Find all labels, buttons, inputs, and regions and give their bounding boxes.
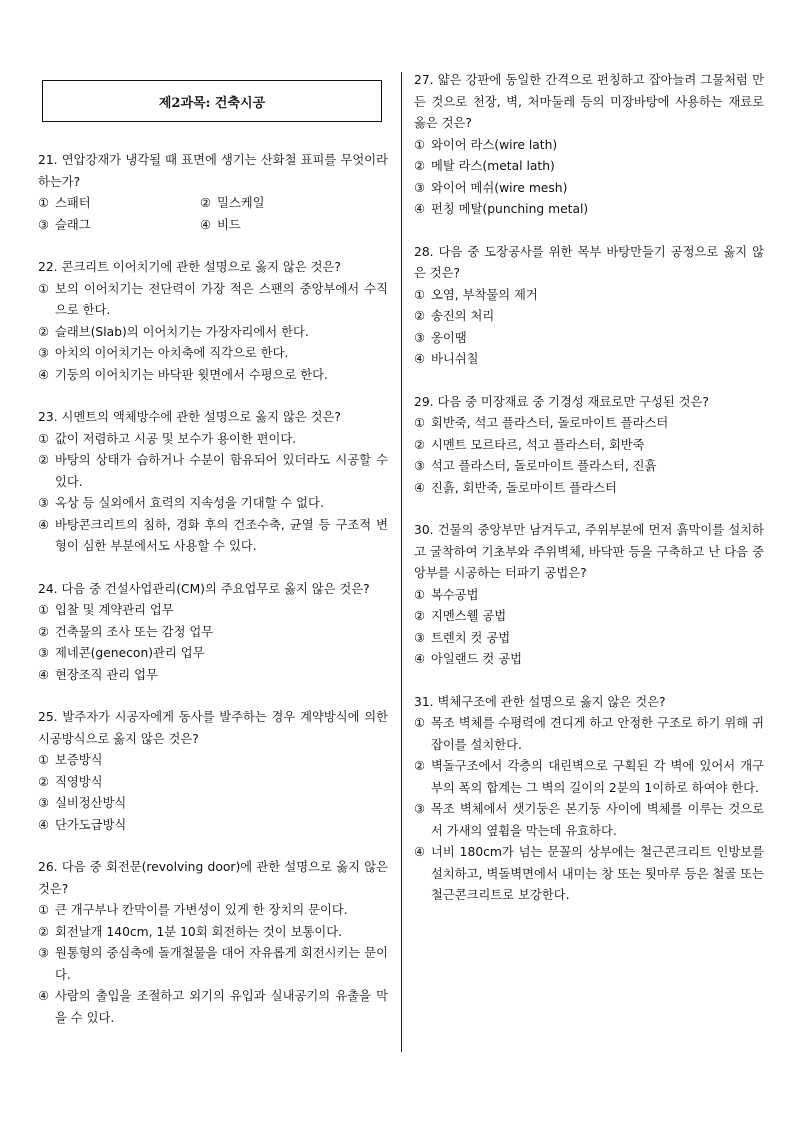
option-3[interactable] — [38, 643, 388, 665]
option-number: ① — [38, 903, 50, 917]
question-25 — [38, 707, 388, 836]
option-text: 스패터 — [55, 196, 91, 210]
option-text: 사람의 출입을 조절하고 외기의 유입과 실내공기의 유출을 막을 수 있다. — [55, 989, 388, 1025]
question-21 — [38, 150, 388, 236]
option-number: ① — [38, 281, 50, 296]
option-number: ① — [38, 431, 50, 446]
option-1[interactable] — [38, 279, 388, 322]
option-3[interactable] — [414, 628, 764, 650]
option-text: 슬래그 — [55, 217, 91, 232]
option-number: ② — [38, 924, 50, 939]
option-2[interactable] — [38, 772, 388, 794]
option-1[interactable] — [38, 429, 388, 451]
option-number: ② — [414, 437, 426, 452]
option-2[interactable] — [38, 622, 388, 644]
option-text: 지멘스웰 공법 — [431, 609, 507, 623]
option-4[interactable] — [414, 842, 764, 907]
option-4[interactable] — [414, 649, 764, 671]
option-number: ① — [414, 416, 426, 430]
option-2[interactable] — [414, 756, 764, 799]
option-4[interactable] — [414, 349, 764, 371]
option-text: 밀스케일 — [217, 196, 265, 210]
question-26 — [38, 857, 388, 1029]
option-3[interactable] — [414, 799, 764, 842]
question-stem: 29. 다음 중 미장재료 중 기경성 재료로만 구성된 것은? — [414, 394, 709, 409]
option-3[interactable] — [38, 215, 200, 237]
option-text: 트렌치 컷 공법 — [431, 630, 511, 645]
column-divider — [401, 72, 402, 1052]
option-number: ③ — [414, 459, 426, 473]
option-number: ④ — [414, 652, 426, 666]
option-2[interactable] — [38, 450, 388, 493]
option-text: 메탈 라스(metal lath) — [431, 159, 555, 173]
option-text: 목조 벽체에서 샛기둥은 본기둥 사이에 벽체를 이루는 것으로서 가새의 옆휨을 막는데 유효하다. — [431, 802, 764, 838]
question-29 — [414, 392, 764, 500]
option-1[interactable] — [414, 585, 764, 607]
question-22 — [38, 257, 388, 386]
option-text: 원통형의 중심축에 돌개철물을 대어 자유롭게 회전시키는 문이다. — [55, 946, 388, 982]
option-3[interactable] — [38, 343, 388, 365]
option-1[interactable] — [414, 285, 764, 307]
option-text: 와이어 라스(wire lath) — [431, 137, 558, 152]
option-1[interactable] — [38, 600, 388, 622]
option-text: 제네콘(genecon)관리 업무 — [55, 646, 205, 660]
left-column — [38, 150, 388, 1050]
question-stem: 26. 다음 중 회전문(revolving door)에 관한 설명으로 옳지 않은 것은? — [38, 860, 388, 896]
option-text: 아치의 이어치기는 아치축에 직각으로 한다. — [55, 346, 289, 360]
option-text: 현장조직 관리 업무 — [55, 667, 158, 682]
option-text: 회전날개 140cm, 1분 10회 회전하는 것이 보통이다. — [55, 924, 343, 939]
option-text: 바탕의 상태가 습하거나 수분이 함유되어 있더라도 시공할 수 있다. — [55, 453, 388, 489]
option-number: ② — [200, 196, 212, 210]
option-text: 값이 저렴하고 시공 및 보수가 용이한 편이다. — [55, 431, 297, 446]
option-number: ① — [38, 603, 50, 617]
option-number: ④ — [38, 989, 50, 1003]
option-3[interactable] — [414, 178, 764, 200]
option-number: ③ — [38, 496, 50, 510]
option-text: 기둥의 이어치기는 바닥판 윗면에서 수평으로 한다. — [55, 367, 328, 382]
option-number: ④ — [38, 667, 50, 682]
right-column — [414, 70, 764, 928]
option-4[interactable] — [38, 815, 388, 837]
option-number: ① — [414, 137, 426, 152]
option-text: 펀칭 메탈(punching metal) — [431, 202, 589, 216]
option-text: 큰 개구부나 칸막이를 가변성이 있게 한 장치의 문이다. — [55, 903, 348, 917]
option-text: 진흙, 회반죽, 돌로마이트 플라스터 — [431, 480, 617, 495]
question-31 — [414, 692, 764, 907]
question-stem: 22. 콘크리트 이어치기에 관한 설명으로 옳지 않은 것은? — [38, 260, 341, 274]
option-number: ① — [414, 587, 426, 602]
option-2[interactable] — [414, 606, 764, 628]
option-1[interactable] — [38, 900, 388, 922]
option-number: ② — [414, 159, 426, 173]
option-number: ④ — [414, 352, 426, 366]
option-text: 보의 이어치기는 전단력이 가장 적은 스팬의 중앙부에서 수직으로 한다. — [55, 281, 388, 317]
option-1[interactable] — [414, 713, 764, 756]
option-text: 석고 플라스터, 돌로마이트 플라스터, 진흙 — [431, 459, 657, 473]
question-stem: 31. 벽체구조에 관한 설명으로 옳지 않은 것은? — [414, 694, 666, 709]
option-4[interactable] — [414, 199, 764, 221]
option-number: ② — [414, 309, 426, 323]
option-text: 슬래브(Slab)의 이어치기는 가장자리에서 한다. — [55, 324, 309, 339]
option-1[interactable] — [414, 413, 764, 435]
question-stem: 25. 발주자가 시공자에게 동사를 발주하는 경우 계약방식에 의한 시공방식으로 옳지 않은 것은? — [38, 710, 388, 746]
option-text: 와이어 메쉬(wire mesh) — [431, 180, 568, 195]
option-number: ④ — [38, 367, 50, 382]
option-number: ① — [414, 716, 426, 730]
option-3[interactable] — [38, 793, 388, 815]
question-stem: 24. 다음 중 건설사업관리(CM)의 주요업무로 옳지 않은 것은? — [38, 581, 370, 596]
option-text: 오염, 부착물의 제거 — [431, 287, 538, 302]
option-text: 건축물의 조사 또는 감정 업무 — [55, 624, 214, 639]
option-number: ③ — [414, 330, 426, 345]
question-27 — [414, 70, 764, 221]
option-text: 입찰 및 계약관리 업무 — [55, 603, 174, 617]
option-number: ③ — [38, 217, 50, 232]
option-4[interactable] — [200, 215, 362, 237]
option-number: ④ — [38, 817, 50, 832]
option-text: 벽돌구조에서 각층의 대린벽으로 구획된 각 벽에 있어서 개구부의 폭의 합계는 그 벽의 길이의 2분의 1이하로 하여야 한다. — [431, 759, 764, 795]
question-28 — [414, 242, 764, 371]
question-24 — [38, 579, 388, 687]
question-stem: 27. 얇은 강판에 동일한 간격으로 펀칭하고 잡아늘려 그물처럼 만든 것으로 천장, 벽, 처마둘레 등의 미장바탕에 사용하는 재료로 옳은 것은? — [414, 73, 764, 130]
option-number: ① — [414, 287, 426, 302]
option-number: ③ — [414, 802, 426, 816]
option-number: ④ — [414, 202, 426, 216]
question-23 — [38, 407, 388, 558]
option-text: 실비정산방식 — [55, 796, 127, 810]
option-text: 옥상 등 실외에서 효력의 지속성을 기대할 수 없다. — [55, 496, 324, 510]
option-text: 보증방식 — [55, 753, 103, 767]
question-stem: 21. 연압강재가 냉각될 때 표면에 생기는 산화철 표피를 무엇이라 하는가? — [38, 153, 388, 189]
option-3[interactable] — [38, 943, 388, 986]
option-row — [38, 193, 388, 215]
option-4[interactable] — [38, 986, 388, 1029]
option-2[interactable] — [414, 435, 764, 457]
option-number: ② — [38, 624, 50, 639]
option-text: 옹이땜 — [431, 330, 467, 345]
option-number: ③ — [414, 630, 426, 645]
option-4[interactable] — [38, 365, 388, 387]
option-2[interactable] — [414, 306, 764, 328]
option-3[interactable] — [38, 493, 388, 515]
option-1[interactable] — [38, 193, 200, 215]
option-text: 목조 벽체를 수평력에 견디게 하고 안정한 구조로 하기 위해 귀잡이를 설치한다. — [431, 716, 764, 752]
question-stem: 23. 시멘트의 액체방수에 관한 설명으로 옳지 않은 것은? — [38, 410, 341, 424]
option-number: ③ — [38, 346, 50, 360]
option-text: 너비 180cm가 넘는 문꼴의 상부에는 철근콘크리트 인방보를 설치하고, 벽돌벽면에서 내미는 창 또는 툇마루 등은 철골 또는 철근콘크리트로 보강한다. — [431, 845, 764, 902]
option-number: ④ — [414, 845, 426, 859]
option-number: ④ — [200, 217, 212, 232]
option-3[interactable] — [414, 456, 764, 478]
option-text: 비드 — [217, 217, 241, 232]
option-text: 바니쉬칠 — [431, 352, 479, 366]
question-stem: 28. 다음 중 도장공사를 위한 목부 바탕만들기 공정으로 옳지 않은 것은? — [414, 244, 764, 280]
option-2[interactable] — [200, 193, 362, 215]
option-4[interactable] — [414, 478, 764, 500]
option-2[interactable] — [38, 322, 388, 344]
option-text: 바탕콘크리트의 침하, 경화 후의 건조수축, 균열 등 구조적 변형이 심한 부분에서도 사용할 수 있다. — [55, 517, 388, 553]
option-1[interactable] — [414, 135, 764, 157]
option-number: ② — [414, 609, 426, 623]
option-number: ② — [38, 453, 50, 467]
option-number: ③ — [414, 180, 426, 195]
option-text: 송진의 처리 — [431, 309, 495, 323]
question-30 — [414, 520, 764, 671]
option-row — [38, 215, 388, 237]
option-number: ④ — [38, 517, 50, 532]
option-text: 직영방식 — [55, 774, 103, 789]
option-4[interactable] — [38, 515, 388, 558]
option-text: 복수공법 — [431, 587, 479, 602]
option-number: ② — [38, 324, 50, 339]
option-text: 아일랜드 컷 공법 — [431, 652, 522, 666]
option-3[interactable] — [414, 328, 764, 350]
option-text: 회반죽, 석고 플라스터, 돌로마이트 플라스터 — [431, 416, 669, 430]
option-number: ① — [38, 196, 50, 210]
option-number: ② — [414, 759, 426, 773]
option-number: ③ — [38, 796, 50, 810]
question-stem: 30. 건물의 중앙부만 남겨두고, 주위부분에 먼저 흙막이를 설치하고 굴착하여 기초부와 주위벽체, 바닥판 등을 구축하고 난 다음 중앙부를 시공하는 터파기 공법은? — [414, 523, 764, 580]
option-number: ③ — [38, 946, 50, 960]
option-4[interactable] — [38, 665, 388, 687]
option-number: ② — [38, 774, 50, 789]
option-1[interactable] — [38, 750, 388, 772]
option-2[interactable] — [38, 922, 388, 944]
option-number: ④ — [414, 480, 426, 495]
option-number: ① — [38, 753, 50, 767]
option-text: 단가도급방식 — [55, 817, 127, 832]
option-number: ③ — [38, 646, 50, 660]
option-2[interactable] — [414, 156, 764, 178]
option-text: 시멘트 모르타르, 석고 플라스터, 회반죽 — [431, 437, 645, 452]
section-title: 제2과목: 건축시공 — [42, 80, 382, 122]
